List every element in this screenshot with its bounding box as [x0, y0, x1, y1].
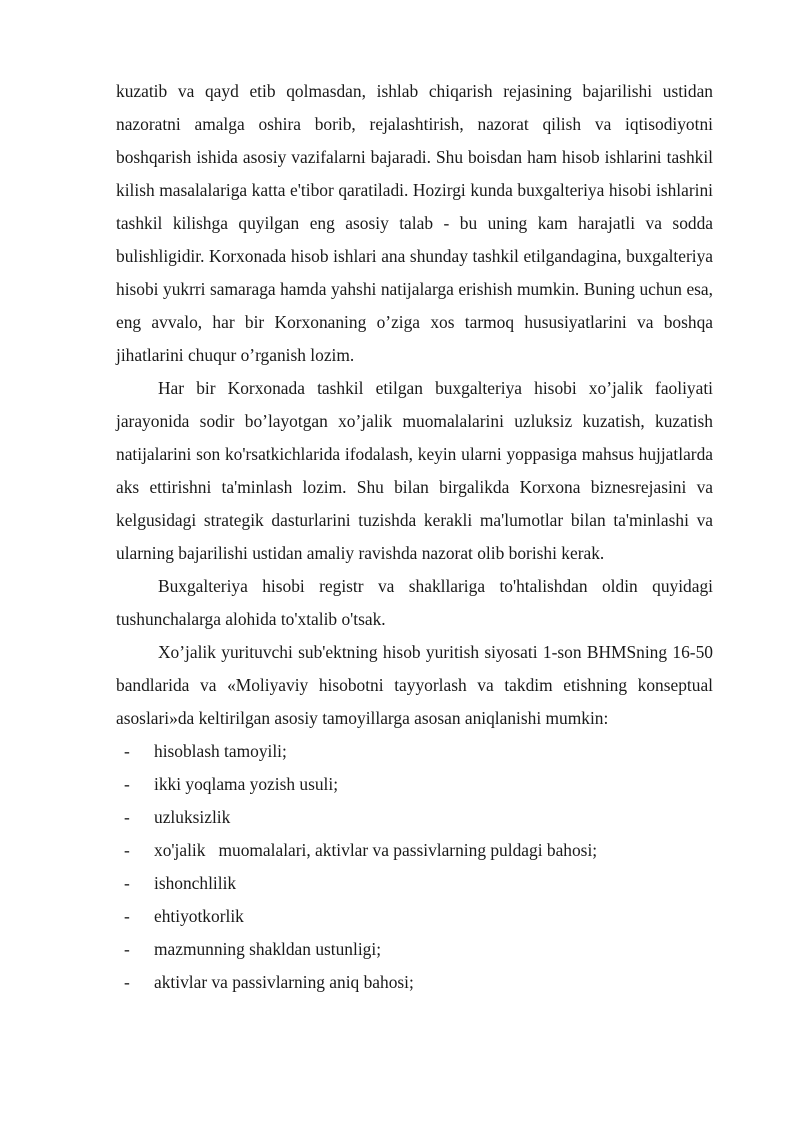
list-item-text: aktivlar va passivlarning aniq bahosi;	[154, 972, 414, 992]
list-item	[116, 867, 713, 900]
list-item	[116, 735, 713, 768]
list-item-text: uzluksizlik	[154, 807, 231, 827]
list-item-text: mazmunning shakldan ustunligi;	[154, 939, 382, 959]
paragraph-1: kuzatib va qayd etib qolmasdan, ishlab chiqarish rejasining bajarilishi ustidan nazoratni amalga oshira borib, rejalashtirish, nazorat qilish va iqtisodiyotni boshqarish ishida asosiy vazifalarni bajaradi. Shu boisdan ham hisob ishlarini tashkil kilish masalalariga katta e'tibor qaratiladi. Hozirgi kunda buxgalteriya hisobi ishlarini tashkil kilishga quyilgan eng asosiy talab - bu uning kam harajatli va sodda bulishligidir. Korxonada hisob ishlari ana shunday tashkil etilgandagina, buxgalteriya hisobi yukrri samaraga hamda yahshi natijalarga erishish mumkin. Buning uchun esa, eng avvalo, har bir Korxonaning o’ziga xos tarmoq hususiyatlarini va boshqa jihatlarini chuqur o’rganish lozim.	[116, 81, 713, 365]
list-dash: -	[124, 774, 130, 794]
list-item-text: hisoblash tamoyili;	[154, 741, 287, 761]
list-item	[116, 966, 713, 999]
list-item-text: ehtiyotkorlik	[154, 906, 244, 926]
paragraph-3: Buxgalteriya hisobi registr va shakllariga to'htalishdan oldin quyidagi tushunchalarga alohida to'xtalib o'tsak.	[116, 576, 713, 629]
list-item-text: ikki yoqlama yozish usuli;	[154, 774, 339, 794]
list-dash: -	[124, 807, 130, 827]
list-item	[116, 768, 713, 801]
list-dash: -	[124, 972, 130, 992]
principles-list	[116, 735, 713, 999]
list-item	[116, 933, 713, 966]
list-item	[116, 801, 713, 834]
list-dash: -	[124, 906, 130, 926]
paragraph-2: Har bir Korxonada tashkil etilgan buxgalteriya hisobi xo’jalik faoliyati jarayonida sodir bo’layotgan xo’jalik muomalalarini uzluksiz kuzatish, kuzatish natijalarini son ko'rsatkichlarida ifodalash, keyin ularni yoppasiga mahsus hujjatlarda aks ettirishni ta'minlash lozim. Shu bilan birgalikda Korxona biznesrejasini va kelgusidagi strategik dasturlarini tuzishda kerakli ma'lumotlar bilan ta'minlashi va ularning bajarilishi ustidan amaliy ravishda nazorat olib borishi kerak.	[116, 378, 713, 563]
list-dash: -	[124, 840, 130, 860]
paragraph-4: Xo’jalik yurituvchi sub'ektning hisob yuritish siyosati 1-son BHMSning 16-50 bandlarida va «Moliyaviy hisobotni tayyorlash va takdim etishning konseptual asoslari»da keltirilgan asosiy tamoyillarga asosan aniqlanishi mumkin:	[116, 642, 713, 728]
list-item	[116, 834, 713, 867]
list-item-text: xo'jalik muomalalari, aktivlar va passivlarning puldagi bahosi;	[154, 840, 598, 860]
list-dash: -	[124, 939, 130, 959]
list-item-text: ishonchlilik	[154, 873, 237, 893]
list-dash: -	[124, 741, 130, 761]
list-dash: -	[124, 873, 130, 893]
document-page	[116, 75, 713, 999]
list-item	[116, 900, 713, 933]
